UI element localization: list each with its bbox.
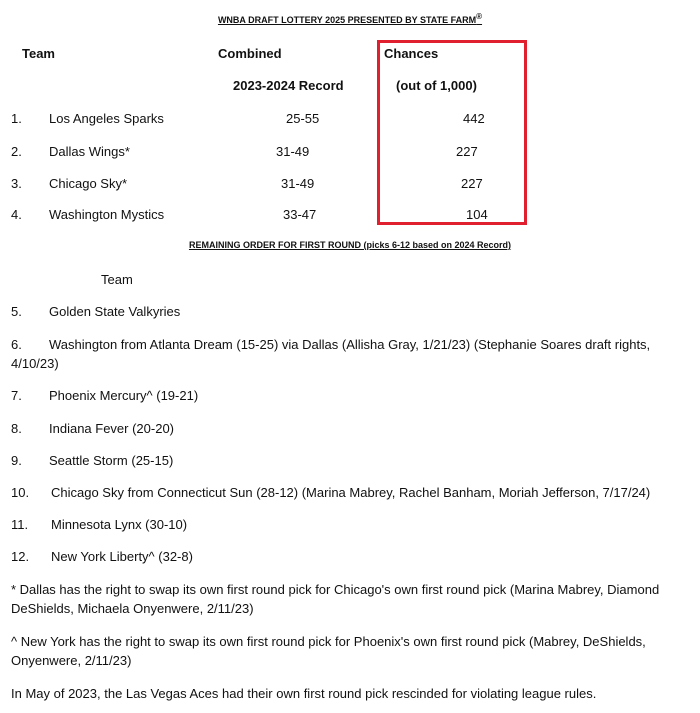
pick-text: New York Liberty^ (32-8)	[51, 549, 193, 564]
footnote-caret-line1: ^ New York has the right to swap its own first round pick for Phoenix's own first round pick (Mabrey, DeShields,	[11, 634, 646, 649]
lottery-record: 31-49	[281, 176, 315, 191]
lottery-record: 33-47	[283, 207, 317, 222]
pick-text: Indiana Fever (20-20)	[49, 421, 175, 436]
remaining-team-label: Team	[101, 272, 133, 287]
pick-text: Chicago Sky from Connecticut Sun (28-12) (Marina Mabrey, Rachel Banham, Moriah Jefferson, 7/17/24)	[51, 485, 651, 500]
pick-text: Phoenix Mercury^ (19-21)	[49, 388, 199, 403]
footnote-star-line1: * Dallas has the right to swap its own first round pick for Chicago's own first round pick (Marina Mabrey, Diamond	[11, 582, 660, 597]
footnote-aces: In May of 2023, the Las Vegas Aces had their own first round pick rescinded for violating league rules.	[11, 686, 597, 701]
pick-number: 9.	[11, 453, 22, 468]
lottery-record: 25-55	[286, 111, 320, 126]
header-team: Team	[22, 46, 55, 61]
pick-number: 7.	[11, 388, 22, 403]
pick-number: 5.	[11, 304, 22, 319]
registered-mark: ®	[476, 12, 483, 21]
header-chances: Chances	[384, 46, 439, 61]
lottery-team: Dallas Wings*	[49, 144, 130, 159]
footnote-star-line2: DeShields, Michaela Onyenwere, 2/11/23)	[11, 601, 254, 616]
remaining-heading: REMAINING ORDER FOR FIRST ROUND (picks 6-12 based on 2024 Record)	[188, 240, 512, 250]
lottery-team: Chicago Sky*	[49, 176, 128, 191]
lottery-chances: 227	[461, 176, 483, 191]
pick-text: Washington from Atlanta Dream (15-25) via Dallas (Allisha Gray, 1/21/23) (Stephanie Soares draft rights,	[49, 337, 651, 352]
lottery-rank: 4.	[11, 207, 22, 222]
pick-text: Golden State Valkyries	[49, 304, 181, 319]
header-record: 2023-2024 Record	[233, 78, 344, 93]
lottery-rank: 2.	[11, 144, 22, 159]
footnote-caret-line2: Onyenwere, 2/11/23)	[11, 653, 132, 668]
lottery-record: 31-49	[276, 144, 310, 159]
pick-text-cont: 4/10/23)	[11, 356, 59, 371]
pick-number: 8.	[11, 421, 22, 436]
lottery-chances: 104	[466, 207, 488, 222]
pick-number: 10.	[11, 485, 30, 500]
header-chances-sub: (out of 1,000)	[396, 78, 477, 93]
chances-highlight-box	[377, 40, 527, 225]
page-title	[0, 12, 700, 25]
lottery-team: Los Angeles Sparks	[49, 111, 164, 126]
lottery-rank: 3.	[11, 176, 22, 191]
header-combined: Combined	[218, 46, 282, 61]
lottery-chances: 442	[463, 111, 485, 126]
lottery-team: Washington Mystics	[49, 207, 165, 222]
pick-text: Minnesota Lynx (30-10)	[51, 517, 188, 532]
pick-number: 11.	[11, 517, 29, 532]
title-text: WNBA DRAFT LOTTERY 2025 PRESENTED BY STATE FARM	[217, 15, 477, 25]
pick-number: 12.	[11, 549, 30, 564]
lottery-chances: 227	[456, 144, 478, 159]
lottery-rank: 1.	[11, 111, 22, 126]
pick-number: 6.	[11, 337, 22, 352]
pick-text: Seattle Storm (25-15)	[49, 453, 174, 468]
